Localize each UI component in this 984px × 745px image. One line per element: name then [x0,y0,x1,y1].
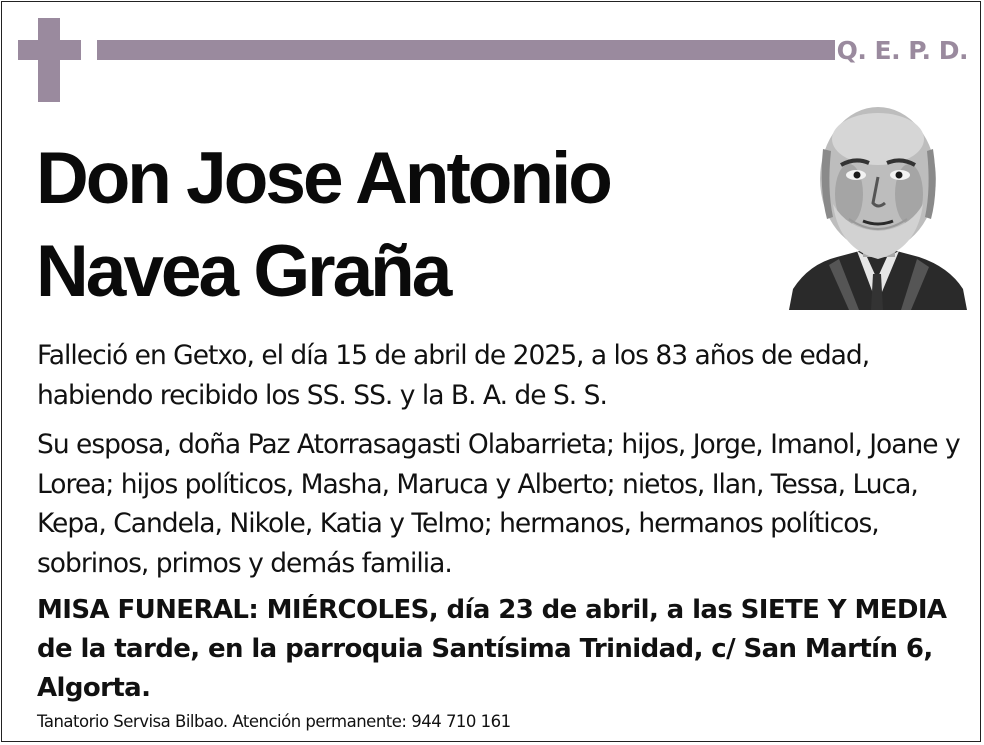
family-list: Su esposa, doña Paz Atorrasagasti Olabarrieta; hijos, Jorge, Imanol, Joane y Lorea; hijos políticos, Masha, Maruca y Alberto; nietos, Ilan, Tessa, Luca, Kepa, Candela, Nikole, Katia y Telmo; hermanos, hermanos políticos, sobrinos, primos y demás familia. [37,429,960,579]
portrait-photo [789,99,967,310]
funeral-home-info: Tanatorio Servisa Bilbao. Atención permanente: 944 710 161 [37,712,511,731]
name-line-2: Navea Graña [36,231,450,312]
name-line-1: Don Jose Antonio [36,138,610,219]
qepd-badge: Q. E. P. D. [836,36,968,65]
header-rule [97,40,835,60]
deceased-name [36,132,756,318]
funeral-details: MISA FUNERAL: MIÉRCOLES, día 23 de abril, a las SIETE Y MEDIA de la tarde, en la parroquia Santísima Trinidad, c/ San Martín 6, Algorta. [37,595,947,703]
death-notice: Falleció en Getxo, el día 15 de abril de 2025, a los 83 años de edad, habiendo recibido los SS. SS. y la B. A. de S. S. [37,340,870,411]
